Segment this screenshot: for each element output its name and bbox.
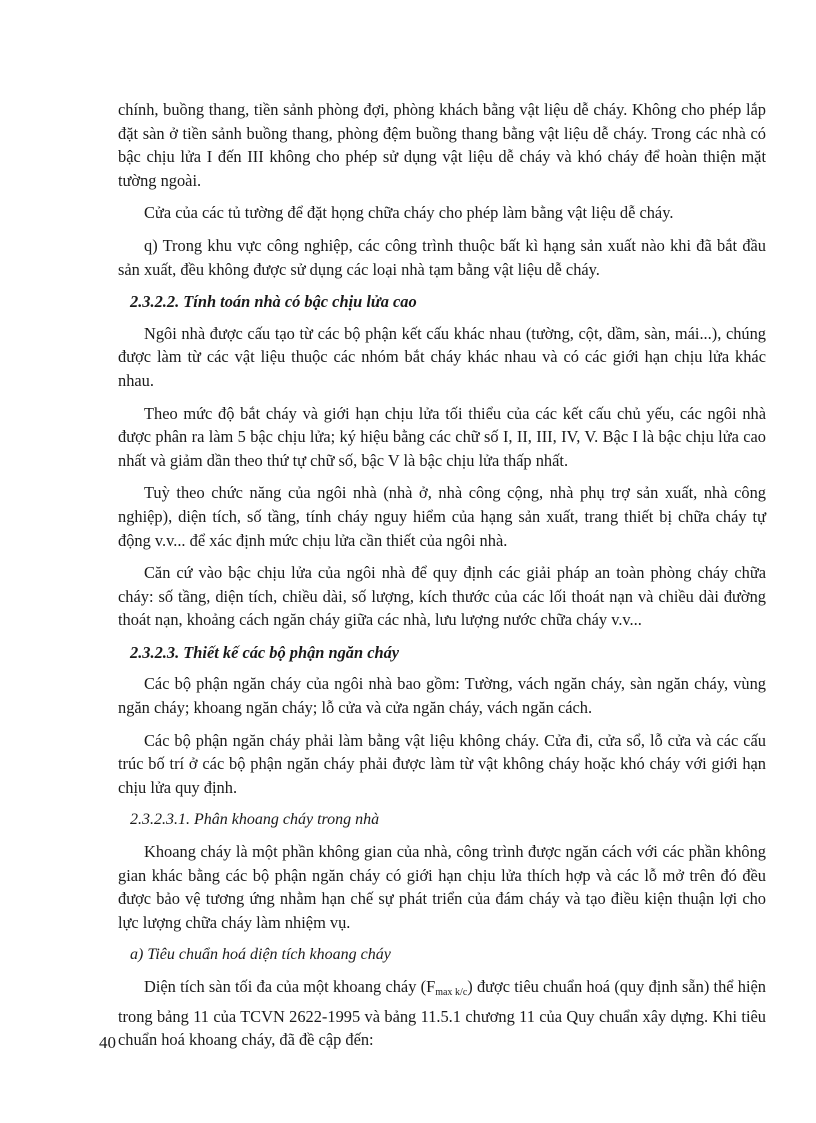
subsection-heading: 2.3.2.3.1. Phân khoang cháy trong nhà [130,811,380,829]
paragraph: Các bộ phận ngăn cháy của ngôi nhà bao gồm: Tường, vách ngăn cháy, sàn ngăn cháy, vùng ngăn cháy; khoang ngăn cháy; lỗ cửa và cửa ngăn cháy, vách ngăn cách. [118,674,766,718]
page-number: 40 [99,1033,116,1052]
paragraph: Theo mức độ bắt cháy và giới hạn chịu lửa tối thiểu của các kết cấu chủ yếu, các ngôi nhà được phân ra làm 5 bậc chịu lửa; ký hiệu bằng các chữ số I, II, III, IV, V. Bậc I là bậc chịu lửa cao nhất và giảm dần theo thứ tự chữ số, bậc V là bậc chịu lửa thấp nhất. [118,403,766,470]
paragraph: q) Trong khu vực công nghiệp, các công trình thuộc bất kì hạng sản xuất nào khi đã bắt đầu sản xuất, đều không được sử dụng các loại nhà tạm bằng vật liệu dễ cháy. [118,235,766,279]
paragraph: Căn cứ vào bậc chịu lửa của ngôi nhà để quy định các giải pháp an toàn phòng cháy chữa cháy: số tầng, diện tích, chiều dài, số lượng, kích thước của các lối thoát nạn và chiều dài đường thoát nạn, khoảng cách ngăn cháy giữa các nhà, lưu lượng nước chữa cháy v.v... [118,563,766,630]
paragraph: Ngôi nhà được cấu tạo từ các bộ phận kết cấu khác nhau (tường, cột, dầm, sàn, mái...), chúng được làm từ các vật liệu thuộc các nhóm bắt cháy khác nhau và có các giới hạn chịu lửa khác nhau. [118,323,766,390]
paragraph: Cửa của các tủ tường để đặt họng chữa cháy cho phép làm bằng vật liệu dễ cháy. [144,203,674,223]
subscript: max k/c [435,987,468,998]
paragraph: Khoang cháy là một phần không gian của nhà, công trình được ngăn cách với các phần không gian khác bằng các bộ phận ngăn cháy có giới hạn chịu lửa thích hợp và các lỗ mở trên đó đều được bảo vệ tương ứng nhằm hạn chế sự phát triển của đám cháy và tạo điều kiện thuận lợi cho lực lượng chữa cháy làm nhiệm vụ. [118,842,766,932]
section-heading: 2.3.2.3. Thiết kế các bộ phận ngăn cháy [130,642,400,662]
paragraph-text: Diện tích sàn tối đa của một khoang cháy (F [144,977,436,996]
body-text [118,98,766,1061]
subsection-heading: a) Tiêu chuẩn hoá diện tích khoang cháy [130,946,391,964]
paragraph-text: ) được tiêu chuẩn hoá (quy định sẵn) thể hiện trong bảng 11 của TCVN 2622-1995 và bảng 11.5.1 chương 11 của Quy chuẩn xây dựng. Khi tiêu chuẩn hoá khoang cháy, đã đề cập đến: [118,977,766,1050]
paragraph: chính, buồng thang, tiền sảnh phòng đợi, phòng khách bằng vật liệu dễ cháy. Không cho phép lắp đặt sàn ở tiền sảnh buồng thang, phòng đệm buồng thang bằng vật liệu dễ cháy. Trong các nhà có bậc chịu lửa I đến III không cho phép sử dụng vật liệu dễ cháy và khó cháy để hoàn thiện mặt tường ngoài. [118,100,766,190]
paragraph: Các bộ phận ngăn cháy phải làm bằng vật liệu không cháy. Cửa đi, cửa sổ, lỗ cửa và các cấu trúc bố trí ở các bộ phận ngăn cháy phải được làm từ vật không cháy hoặc khó cháy với giới hạn chịu lửa quy định. [118,730,766,797]
section-heading: 2.3.2.2. Tính toán nhà có bậc chịu lửa cao [130,292,417,312]
paragraph: Tuỳ theo chức năng của ngôi nhà (nhà ở, nhà công cộng, nhà phụ trợ sản xuất, nhà công nghiệp), diện tích, số tầng, tính cháy nguy hiểm của hạng sản xuất, trang thiết bị chữa cháy tự động v.v... để xác định mức chịu lửa cần thiết của ngôi nhà. [118,483,766,550]
paragraph-with-subscript [118,975,766,1052]
